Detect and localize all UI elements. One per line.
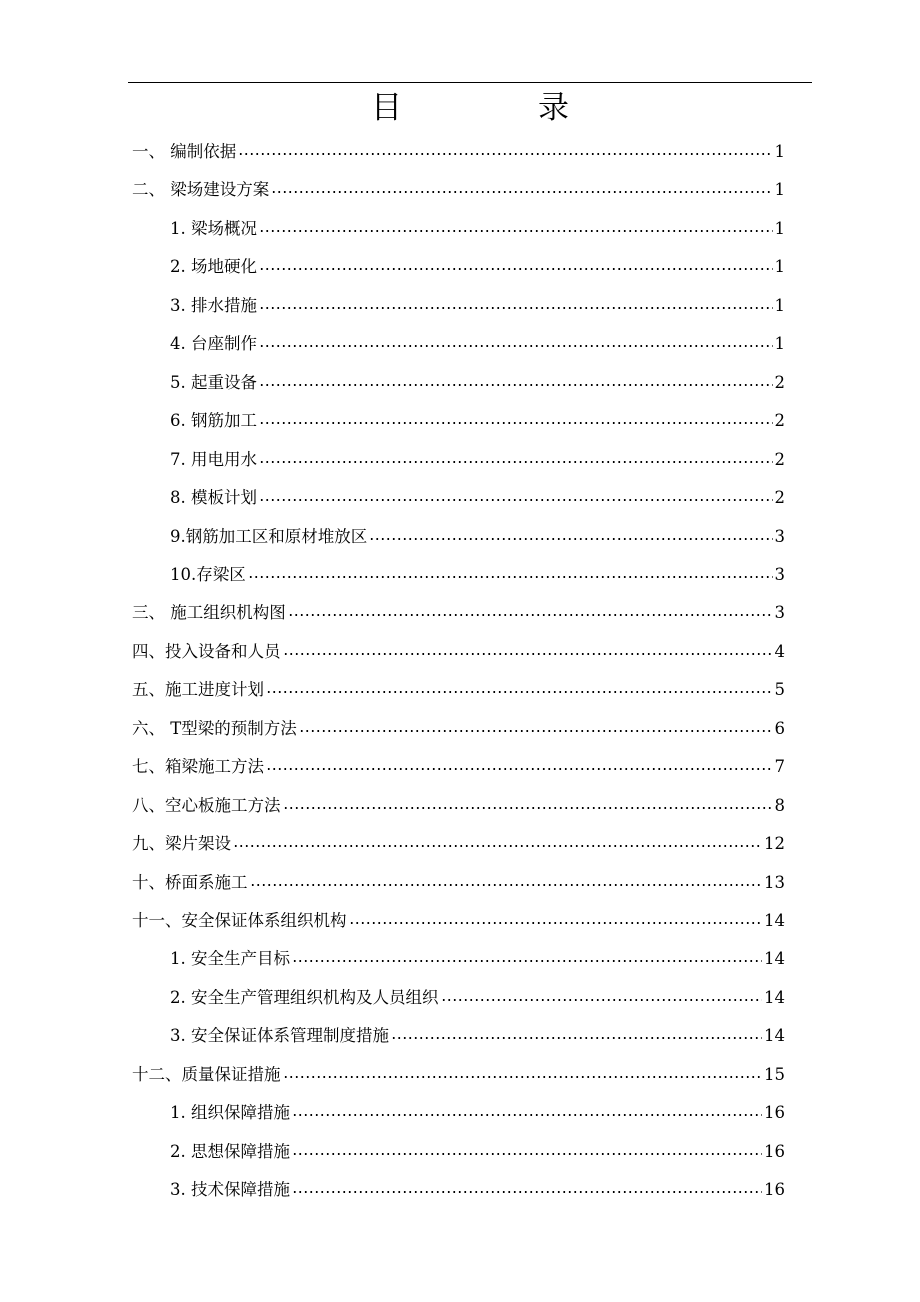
toc-entry-label: 一、 编制依据 xyxy=(132,142,237,161)
toc-entry-page-number: 15 xyxy=(764,1064,785,1084)
toc-dot-leader xyxy=(283,1076,763,1078)
toc-entry-page-number: 16 xyxy=(764,1141,785,1161)
toc-dot-leader xyxy=(238,153,772,155)
toc-dot-leader xyxy=(271,191,772,193)
toc-entry-label: 四、投入设备和人员 xyxy=(132,641,281,661)
toc-dot-leader xyxy=(259,230,773,232)
toc-entry-page-number: 14 xyxy=(764,911,785,930)
toc-entry-label: 6. 钢筋加工 xyxy=(170,411,257,431)
toc-entry-label: 十一、安全保证体系组织机构 xyxy=(132,911,347,930)
toc-dot-leader xyxy=(259,422,773,424)
toc-entry-label: 十二、质量保证措施 xyxy=(132,1064,281,1084)
toc-entry-page-number: 6 xyxy=(774,718,785,738)
toc-title-char-1: 目 xyxy=(371,90,402,126)
toc-entry-page-number: 1 xyxy=(774,257,785,277)
toc-entry-label: 六、 T型梁的预制方法 xyxy=(132,718,297,738)
toc-entry-label: 2. 场地硬化 xyxy=(170,257,257,277)
toc-dot-leader xyxy=(292,960,762,962)
toc-entry-page-number: 3 xyxy=(774,603,785,623)
toc-entry-label: 9.钢筋加工区和原材堆放区 xyxy=(170,526,368,546)
toc-dot-leader xyxy=(259,461,773,463)
toc-dot-leader xyxy=(250,884,763,886)
toc-dot-leader xyxy=(292,1114,762,1116)
toc-entry[interactable] xyxy=(170,941,785,977)
toc-entry-label: 1. 组织保障措施 xyxy=(170,1103,290,1123)
toc-entry-label: 3. 排水措施 xyxy=(170,295,257,315)
toc-entry[interactable] xyxy=(132,1057,785,1093)
toc-dot-leader xyxy=(349,922,763,924)
toc-entry-label: 2. 安全生产管理组织机构及人员组织 xyxy=(170,987,439,1007)
toc-entry[interactable] xyxy=(132,749,785,785)
toc-entry[interactable] xyxy=(170,403,785,439)
toc-entry-page-number: 5 xyxy=(774,680,785,700)
toc-entry[interactable] xyxy=(170,1018,785,1054)
toc-dot-leader xyxy=(233,845,762,847)
toc-entry[interactable] xyxy=(132,865,785,901)
toc-dot-leader xyxy=(283,807,773,809)
toc-dot-leader xyxy=(248,576,773,578)
toc-entry-label: 5. 起重设备 xyxy=(170,372,257,392)
toc-entry[interactable] xyxy=(170,557,785,593)
toc-entry[interactable] xyxy=(132,903,785,939)
toc-entry-page-number: 2 xyxy=(774,372,785,392)
toc-entry-label: 4. 台座制作 xyxy=(170,334,257,354)
toc-entry-label: 八、空心板施工方法 xyxy=(132,795,281,815)
toc-entry[interactable] xyxy=(132,634,785,670)
toc-entry[interactable] xyxy=(170,1134,785,1170)
toc-entry-label: 3. 安全保证体系管理制度措施 xyxy=(170,1026,389,1046)
toc-dot-leader xyxy=(259,307,773,309)
toc-entry-page-number: 1 xyxy=(774,142,785,161)
toc-entry-page-number: 14 xyxy=(764,1026,785,1046)
toc-entry-page-number: 14 xyxy=(764,987,785,1007)
toc-entry[interactable] xyxy=(132,711,785,747)
toc-entry-label: 十、桥面系施工 xyxy=(132,872,248,892)
toc-entry-label: 10.存梁区 xyxy=(170,564,246,584)
toc-entry-page-number: 1 xyxy=(774,218,785,238)
toc-entry[interactable] xyxy=(132,826,785,862)
toc-entry[interactable] xyxy=(170,211,785,247)
toc-entry[interactable] xyxy=(170,365,785,401)
toc-entry-page-number: 1 xyxy=(774,180,785,200)
toc-entry[interactable] xyxy=(170,519,785,555)
toc-dot-leader xyxy=(292,1153,762,1155)
toc-entry[interactable] xyxy=(170,980,785,1016)
toc-entry[interactable] xyxy=(170,1095,785,1131)
header-rule xyxy=(128,82,812,83)
toc-dot-leader xyxy=(266,768,773,770)
toc-entry-label: 三、 施工组织机构图 xyxy=(132,603,286,623)
toc-dot-leader xyxy=(288,614,773,616)
toc-entry[interactable] xyxy=(170,326,785,362)
toc-entry-label: 8. 模板计划 xyxy=(170,488,257,508)
toc-dot-leader xyxy=(441,999,763,1001)
toc-entry-page-number: 3 xyxy=(774,564,785,584)
toc-entry-page-number: 2 xyxy=(774,488,785,508)
toc-entry-page-number: 13 xyxy=(764,872,785,892)
toc-entry-label: 二、 梁场建设方案 xyxy=(132,180,270,200)
toc-dot-leader xyxy=(259,384,773,386)
toc-entry-page-number: 1 xyxy=(774,295,785,315)
toc-dot-leader xyxy=(259,268,773,270)
toc-entry-label: 2. 思想保障措施 xyxy=(170,1141,290,1161)
toc-entry[interactable] xyxy=(170,249,785,285)
toc-dot-leader xyxy=(391,1037,762,1039)
toc-entry[interactable] xyxy=(132,134,785,170)
toc-dot-leader xyxy=(266,691,773,693)
toc-entry-page-number: 16 xyxy=(764,1180,785,1200)
toc-entry[interactable] xyxy=(170,288,785,324)
toc-title xyxy=(0,86,920,130)
toc-entry-page-number: 1 xyxy=(774,334,785,354)
toc-entry-page-number: 12 xyxy=(764,834,785,854)
toc-dot-leader xyxy=(259,345,773,347)
toc-entry-label: 九、梁片架设 xyxy=(132,834,231,854)
toc-entry-page-number: 2 xyxy=(774,411,785,431)
toc-dot-leader xyxy=(259,499,773,501)
toc-entry-label: 五、施工进度计划 xyxy=(132,680,264,700)
toc-entry-page-number: 3 xyxy=(774,526,785,546)
toc-entry-page-number: 14 xyxy=(764,949,785,969)
toc-entry[interactable] xyxy=(132,595,785,631)
toc-entry-page-number: 16 xyxy=(764,1103,785,1123)
toc-entry-label: 3. 技术保障措施 xyxy=(170,1180,290,1200)
toc-entry-label: 7. 用电用水 xyxy=(170,449,257,469)
toc-entry-page-number: 2 xyxy=(774,449,785,469)
toc-entry[interactable] xyxy=(132,672,785,708)
toc-entry[interactable] xyxy=(170,442,785,478)
toc-dot-leader xyxy=(369,538,772,540)
toc-dot-leader xyxy=(299,730,773,732)
toc-entry-page-number: 7 xyxy=(774,757,785,777)
toc-entry-page-number: 4 xyxy=(774,641,785,661)
toc-entry-label: 1. 安全生产目标 xyxy=(170,949,290,969)
toc-entry-label: 七、箱梁施工方法 xyxy=(132,757,264,777)
toc-entry[interactable] xyxy=(170,480,785,516)
toc-entry[interactable] xyxy=(132,172,785,208)
toc-entry[interactable] xyxy=(132,788,785,824)
toc-dot-leader xyxy=(292,1191,762,1193)
toc-title-char-2: 录 xyxy=(538,90,569,126)
toc-dot-leader xyxy=(283,653,773,655)
toc-entry-page-number: 8 xyxy=(774,795,785,815)
toc-entry[interactable] xyxy=(170,1172,785,1208)
toc-entry-label: 1. 梁场概况 xyxy=(170,218,257,238)
